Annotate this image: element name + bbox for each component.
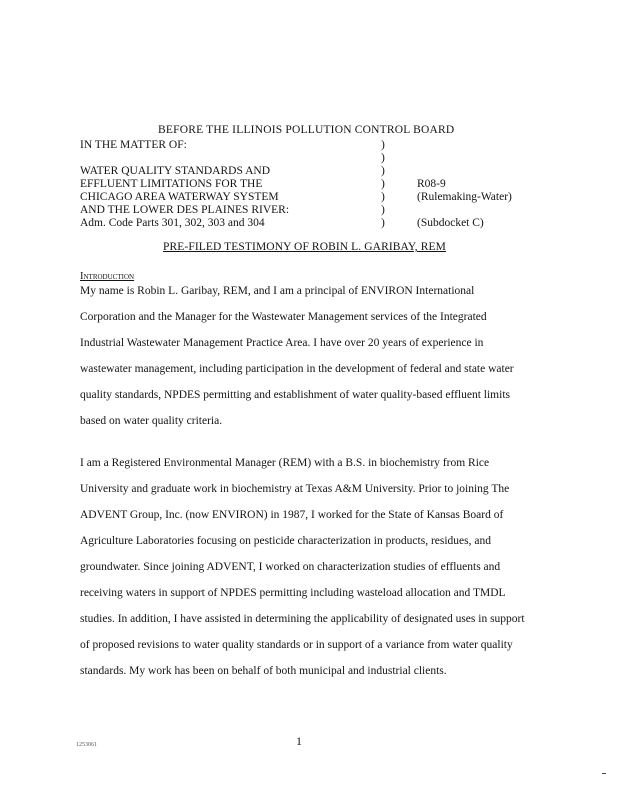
docket-type: (Rulemaking-Water) [417,191,512,203]
paragraph-line: I am a Registered Environmental Manager (REM) with a B.S. in biochemistry from Rice [80,457,490,469]
caption-paren: ) [381,204,385,216]
caption-left-text: AND THE LOWER DES PLAINES RIVER: [80,204,290,216]
footer-code: 1253061 [76,742,97,748]
paragraph-line: groundwater. Since joining ADVENT, I worked on characterization studies of effluents and [80,561,501,573]
caption-left-text: WATER QUALITY STANDARDS AND [80,165,270,177]
paragraph-line: of proposed revisions to water quality standards or in support of a variance from water quality [80,639,513,651]
scan-mark [602,773,606,774]
caption-paren: ) [381,191,385,203]
paragraph-line: based on water quality criteria. [80,415,223,427]
caption-paren: ) [381,152,385,164]
caption-left-text: EFFLUENT LIMITATIONS FOR THE [80,178,263,190]
page-number: 1 [296,734,302,748]
paragraph-line: Agriculture Laboratories focusing on pesticide characterization in products, residues, and [80,535,491,547]
paragraph-line: standards. My work has been on behalf of both municipal and industrial clients. [80,665,447,677]
paragraph-line: receiving waters in support of NPDES permitting including wasteload allocation and TMDL [80,587,506,599]
docket-number: R08-9 [417,178,446,190]
caption-paren: ) [381,165,385,177]
caption-paren: ) [381,217,385,229]
caption-paren: ) [381,139,385,151]
paragraph-line: quality standards, NPDES permitting and establishment of water quality-based effluent limits [80,389,510,401]
paragraph-line: wastewater management, including participation in the development of federal and state water [80,363,514,375]
paragraph-line: Industrial Wastewater Management Practice Area. I have over 20 years of experience in [80,337,484,349]
paragraph-line: ADVENT Group, Inc. (now ENVIRON) in 1987, I worked for the State of Kansas Board of [80,509,504,521]
paragraph-line: University and graduate work in biochemistry at Texas A&M University. Prior to joining The [80,483,510,495]
testimony-heading: PRE-FILED TESTIMONY OF ROBIN L. GARIBAY, REM [163,241,446,253]
paragraph-line: My name is Robin L. Garibay, REM, and I am a principal of ENVIRON International [80,285,475,297]
caption-left-text: Adm. Code Parts 301, 302, 303 and 304 [80,217,265,229]
paragraph-line: studies. In addition, I have assisted in determining the applicability of designated uses in support [80,613,525,625]
caption-paren: ) [381,178,385,190]
subdocket: (Subdocket C) [417,217,484,229]
paragraph-line: Corporation and the Manager for the Wastewater Management services of the Integrated [80,311,487,323]
caption-left-text: IN THE MATTER OF: [80,139,187,151]
board-title: BEFORE THE ILLINOIS POLLUTION CONTROL BOARD [158,124,455,136]
caption-left-text: CHICAGO AREA WATERWAY SYSTEM [80,191,279,203]
section-heading: Introduction [80,271,135,282]
